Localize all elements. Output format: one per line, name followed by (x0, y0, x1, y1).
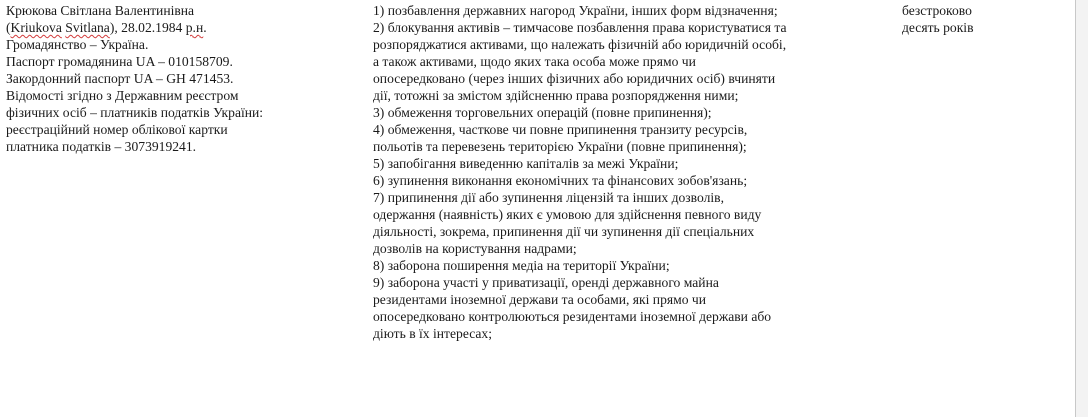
sanction-line: опосередковано (через інших фізичних або юридичних осіб) вчиняти (373, 71, 776, 86)
registry-line-3: реєстраційний номер облікової картки (6, 122, 228, 137)
latin-close-paren: ) (109, 20, 115, 35)
sanction-line: 8) заборона поширення медіа на території України; (373, 258, 670, 273)
latin-given-name: Svitlana (65, 20, 110, 35)
registry-line-1: Відомості згідно з Державним реєстром (6, 88, 239, 103)
sanction-line: 5) запобігання виведенню капіталів за межі України; (373, 156, 679, 171)
sanction-line: 6) зупинення виконання економічних та фінансових зобов'язань; (373, 173, 748, 188)
passport-line: Паспорт громадянина UA – 010158709. (6, 54, 233, 69)
latin-open-paren: ( (6, 20, 11, 35)
term-indefinite: безстроково (902, 3, 972, 18)
sanction-line: польотів та перевезень територією України (повне припинення); (373, 139, 747, 154)
person-name: Крюкова Світлана Валентинівна (6, 3, 195, 18)
birth-end: . (203, 20, 207, 35)
citizenship-line: Громадянство – Україна. (6, 37, 149, 52)
sanction-line: розпоряджатися активами, що належать фізичній або юридичній особі, (373, 37, 787, 52)
tax-number-line: платника податків – 3073919241. (6, 139, 197, 154)
sanction-line: опосередковано контролюються резидентами іноземної держави або (373, 309, 772, 324)
birth-year-suffix: р.н (185, 20, 204, 35)
sanction-line: резидентами іноземної держави та особами, які прямо чи (373, 292, 707, 307)
sanction-line: 1) позбавлення державних нагород України, інших форм відзначення; (373, 3, 778, 18)
sanction-line: діють в їх інтересах; (373, 326, 492, 341)
sanction-line: 4) обмеження, часткове чи повне припинення транзиту ресурсів, (373, 122, 748, 137)
window-gutter (1076, 0, 1088, 417)
sanction-line: дозволів на користування надрами; (373, 241, 577, 256)
registry-line-2: фізичних осіб – платників податків України: (6, 105, 264, 120)
sanction-line: 9) заборона участі у приватизації, оренді державного майна (373, 275, 719, 290)
person-latin-name-and-birth-date (6, 19, 356, 36)
sanction-line: а також активами, щодо яких така особа може прямо чи (373, 54, 696, 69)
sanction-line: 3) обмеження торговельних операцій (повне припинення); (373, 105, 712, 120)
latin-surname: Kriukova (10, 20, 62, 35)
sanctions-column (373, 2, 898, 342)
foreign-passport-line: Закордонний паспорт UA – GH 471453. (6, 71, 234, 86)
term-column (902, 2, 1072, 36)
sanction-line: 2) блокування активів – тимчасове позбавлення права користуватися та (373, 20, 787, 35)
sanction-line: діяльності, зокрема, припинення дії чи зупинення дії спеціальних (373, 224, 755, 239)
term-ten-years: десять років (902, 20, 974, 35)
sanction-line: дії, тотожні за змістом здійсненню права розпорядження ними; (373, 88, 739, 103)
sanction-line: одержання (наявність) яких є умовою для здійснення певного виду (373, 207, 762, 222)
person-details-column (6, 2, 356, 155)
sanction-line: 7) припинення дії або зупинення ліцензій та інших дозволів, (373, 190, 724, 205)
birth-date: , 28.02.1984 (114, 20, 186, 35)
